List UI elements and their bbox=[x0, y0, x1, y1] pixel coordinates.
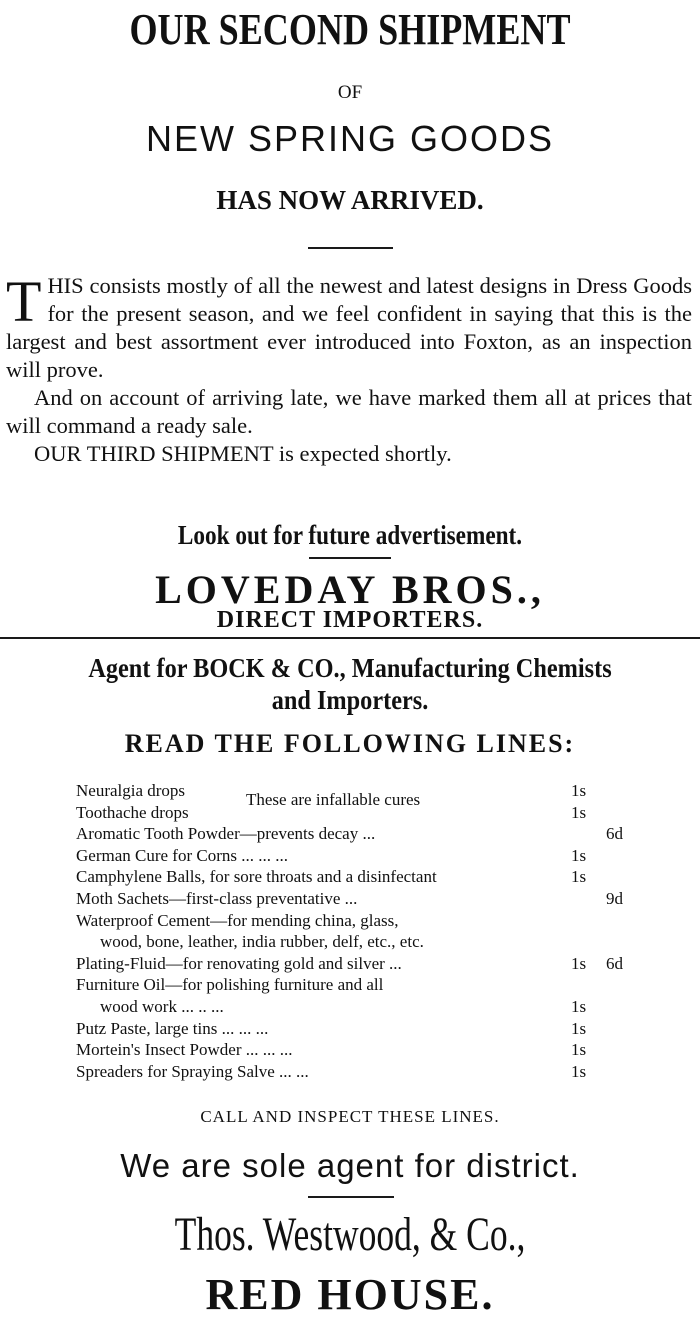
item-price-pence: 9d bbox=[606, 888, 623, 908]
brace-note: These are infallable cures bbox=[246, 790, 421, 809]
agent-notice bbox=[35, 652, 665, 716]
list-item bbox=[76, 910, 636, 932]
paragraph-3: OUR THIRD SHIPMENT is expected shortly. bbox=[34, 441, 452, 466]
list-item bbox=[76, 974, 636, 996]
list-item bbox=[76, 953, 636, 975]
product-rows bbox=[76, 780, 636, 1082]
item-text: Mortein's Insect Powder ... ... ... bbox=[76, 1040, 293, 1060]
headline-arrived: HAS NOW ARRIVED. bbox=[216, 185, 484, 215]
section-divider bbox=[0, 637, 700, 639]
item-price-shillings: 1s bbox=[571, 845, 587, 865]
divider bbox=[309, 557, 391, 559]
list-item bbox=[76, 845, 636, 867]
item-text: wood, bone, leather, india rubber, delf, etc., etc. bbox=[100, 932, 424, 952]
call-to-inspect: CALL AND INSPECT THESE LINES. bbox=[200, 1107, 500, 1126]
item-price-shillings: 1s bbox=[571, 1061, 587, 1081]
item-text: Spreaders for Spraying Salve ... ... bbox=[76, 1061, 309, 1081]
divider bbox=[308, 1196, 394, 1198]
item-text: wood work ... .. ... bbox=[100, 996, 224, 1016]
list-item bbox=[76, 780, 636, 802]
item-price-shillings: 1s bbox=[571, 1018, 587, 1038]
item-price-shillings: 1s bbox=[571, 996, 587, 1016]
drop-cap: T bbox=[6, 269, 42, 334]
headline-of: OF bbox=[337, 82, 363, 103]
headline-title: OUR SECOND SHIPMENT bbox=[129, 5, 571, 54]
headline-subtitle: NEW SPRING GOODS bbox=[145, 118, 555, 159]
item-price-shillings: 1s bbox=[571, 1040, 587, 1060]
list-item bbox=[76, 823, 636, 845]
item-price-shillings: 1s bbox=[571, 953, 587, 973]
item-text: Putz Paste, large tins ... ... ... bbox=[76, 1018, 269, 1038]
read-heading: READ THE FOLLOWING LINES: bbox=[124, 729, 576, 758]
item-text: Furniture Oil—for polishing furniture and all bbox=[76, 975, 384, 995]
list-item bbox=[76, 1039, 636, 1061]
sole-agent-line: We are sole agent for district. bbox=[120, 1147, 580, 1184]
body-text bbox=[6, 269, 692, 468]
item-price-shillings: 1s bbox=[571, 802, 587, 822]
list-item bbox=[76, 888, 636, 910]
list-item bbox=[76, 1061, 636, 1083]
item-text: Aromatic Tooth Powder—prevents decay ... bbox=[76, 824, 376, 844]
list-item bbox=[76, 931, 636, 953]
item-price-pence: 6d bbox=[606, 953, 623, 973]
firm-name: LOVEDAY BROS., bbox=[155, 567, 545, 612]
divider bbox=[308, 247, 393, 249]
list-item bbox=[76, 802, 636, 824]
agent-line-2: and Importers. bbox=[271, 685, 429, 715]
footer-firm: Thos. Westwood, & Co., bbox=[174, 1208, 526, 1261]
item-text: Moth Sachets—first-class preventative ... bbox=[76, 888, 358, 908]
item-price-pence: 6d bbox=[606, 824, 623, 844]
product-list bbox=[76, 780, 636, 1082]
footer-place: RED HOUSE. bbox=[205, 1270, 495, 1319]
paragraph-1-text: HIS consists mostly of all the newest and latest designs in Dress Goods for the present season, and we feel confident in saying that this is the largest and best assortment ever introduced into Foxton, as an inspection will prove. bbox=[6, 273, 692, 382]
list-item bbox=[76, 1018, 636, 1040]
paragraph-2: And on account of arriving late, we have marked them all at prices that will command a ready sale. bbox=[6, 385, 692, 438]
item-text: Waterproof Cement—for mending china, glass, bbox=[76, 910, 399, 930]
paragraph-1 bbox=[6, 269, 692, 384]
item-text: Neuralgia drops bbox=[76, 781, 186, 800]
item-text: Toothache drops bbox=[76, 802, 189, 822]
firm-tagline: DIRECT IMPORTERS. bbox=[216, 607, 484, 633]
agent-line-1: Agent for BOCK & CO., Manufacturing Chemists bbox=[88, 653, 612, 683]
lookout-line: Look out for future advertisement. bbox=[177, 520, 523, 550]
list-item bbox=[76, 866, 636, 888]
item-text: Camphylene Balls, for sore throats and a disinfectant bbox=[76, 867, 437, 887]
item-text: Plating-Fluid—for renovating gold and silver ... bbox=[76, 953, 402, 973]
item-price-shillings: 1s bbox=[571, 867, 587, 887]
list-item bbox=[76, 996, 636, 1018]
item-text: German Cure for Corns ... ... ... bbox=[76, 845, 288, 865]
item-price-shillings: 1s bbox=[571, 781, 587, 800]
